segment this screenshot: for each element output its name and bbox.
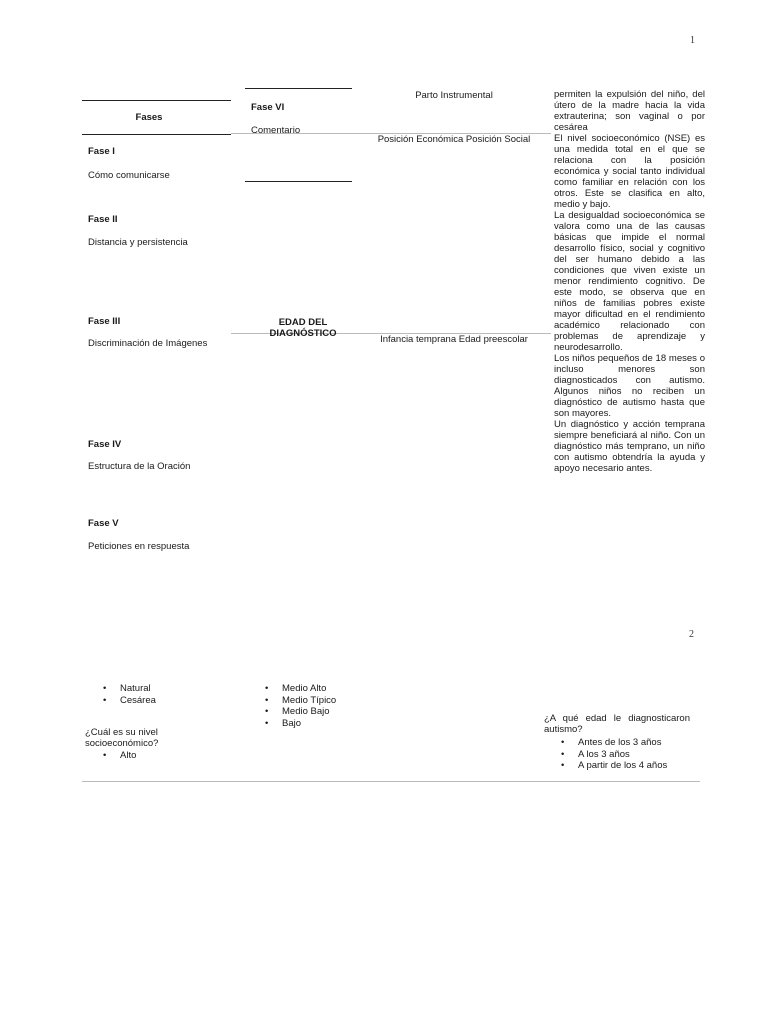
table-rule	[245, 181, 352, 182]
table-rule	[82, 134, 231, 135]
list-item: • Cesárea	[120, 695, 156, 707]
list-item: • Bajo	[282, 718, 336, 730]
page-number: 2	[689, 629, 694, 640]
parto-options-list	[120, 683, 156, 706]
posicion-label: Posición Económica Posición Social	[377, 134, 531, 145]
nse-paragraph: El nivel socioeconómico (NSE) es una medida total en el que se relaciona con la posición económica y social tanto individual como familiar en relación con los otros. Este se clasifica en alto, medio y bajo.	[554, 133, 705, 210]
table-rule	[245, 88, 352, 89]
diagnostico-paragraph: Los niños pequeños de 18 meses o incluso menores son diagnosticados con autismo. Algunos niños no reciben un diagnóstico de autismo hasta que son mayores.	[554, 353, 705, 419]
edad-header: EDAD DEL DIAGNÓSTICO	[269, 317, 337, 339]
list-item: • Natural	[120, 683, 156, 695]
phase-title: Fase II	[88, 214, 118, 225]
desigualdad-paragraph: La desigualdad socioeconómica se valora como una de las causas básicas que impide el normal desarrollo físico, social y cognitivo del ser humano debido a las condiciones que viven existe un menor rendimiento cognitivo. De este modo, se observa que en niños de familias pobres existe mayor dificultad en el rendimiento académico relacionado con problemas de aprendizaje y neurodesarrollo.	[554, 210, 705, 353]
phase-desc: Peticiones en respuesta	[88, 541, 190, 552]
phase-title: Fase III	[88, 316, 121, 327]
list-item: • Alto	[120, 750, 136, 762]
page-divider	[82, 781, 700, 782]
page-number: 1	[690, 35, 695, 46]
list-item: • A partir de los 4 años	[578, 760, 667, 772]
accion-temprana-paragraph: Un diagnóstico y acción temprana siempre beneficiará al niño. Con un diagnóstico más temprano, un niño con autismo obtendría la ayuda y apoyo necesario antes.	[554, 419, 705, 474]
phase-title: Fase V	[88, 518, 119, 529]
parto-label: Parto Instrumental	[415, 90, 493, 101]
parto-paragraph: permiten la expulsión del niño, del útero de la madre hacia la vida extrauterina; son vaginal o por cesárea	[554, 89, 705, 133]
phase-desc: Distancia y persistencia	[88, 237, 188, 248]
phase-desc: Estructura de la Oración	[88, 461, 191, 472]
edad-question: ¿A qué edad le diagnosticaron autismo?	[544, 713, 690, 735]
list-item: • Antes de los 3 años	[578, 737, 667, 749]
phase-title: Fase IV	[88, 439, 122, 450]
list-item: • Medio Alto	[282, 683, 336, 695]
nse-options-list	[282, 683, 336, 729]
phase-desc: Discriminación de Imágenes	[88, 338, 208, 349]
phase-desc: Comentario	[251, 125, 301, 136]
list-item: • Medio Típico	[282, 695, 336, 707]
phase-title: Fase VI	[251, 102, 285, 113]
list-item: • A los 3 años	[578, 749, 667, 761]
fases-header: Fases	[135, 112, 163, 123]
infancia-label: Infancia temprana Edad preescolar	[380, 334, 528, 345]
list-item: • Medio Bajo	[282, 706, 336, 718]
edad-options-list	[578, 737, 667, 772]
description-column	[554, 89, 705, 474]
phase-title: Fase I	[88, 146, 115, 157]
phase-desc: Cómo comunicarse	[88, 170, 170, 181]
nse-question: ¿Cuál es su nivel socioeconómico?	[85, 727, 159, 749]
table-rule	[82, 100, 231, 101]
nse-first-option-list	[120, 750, 136, 762]
